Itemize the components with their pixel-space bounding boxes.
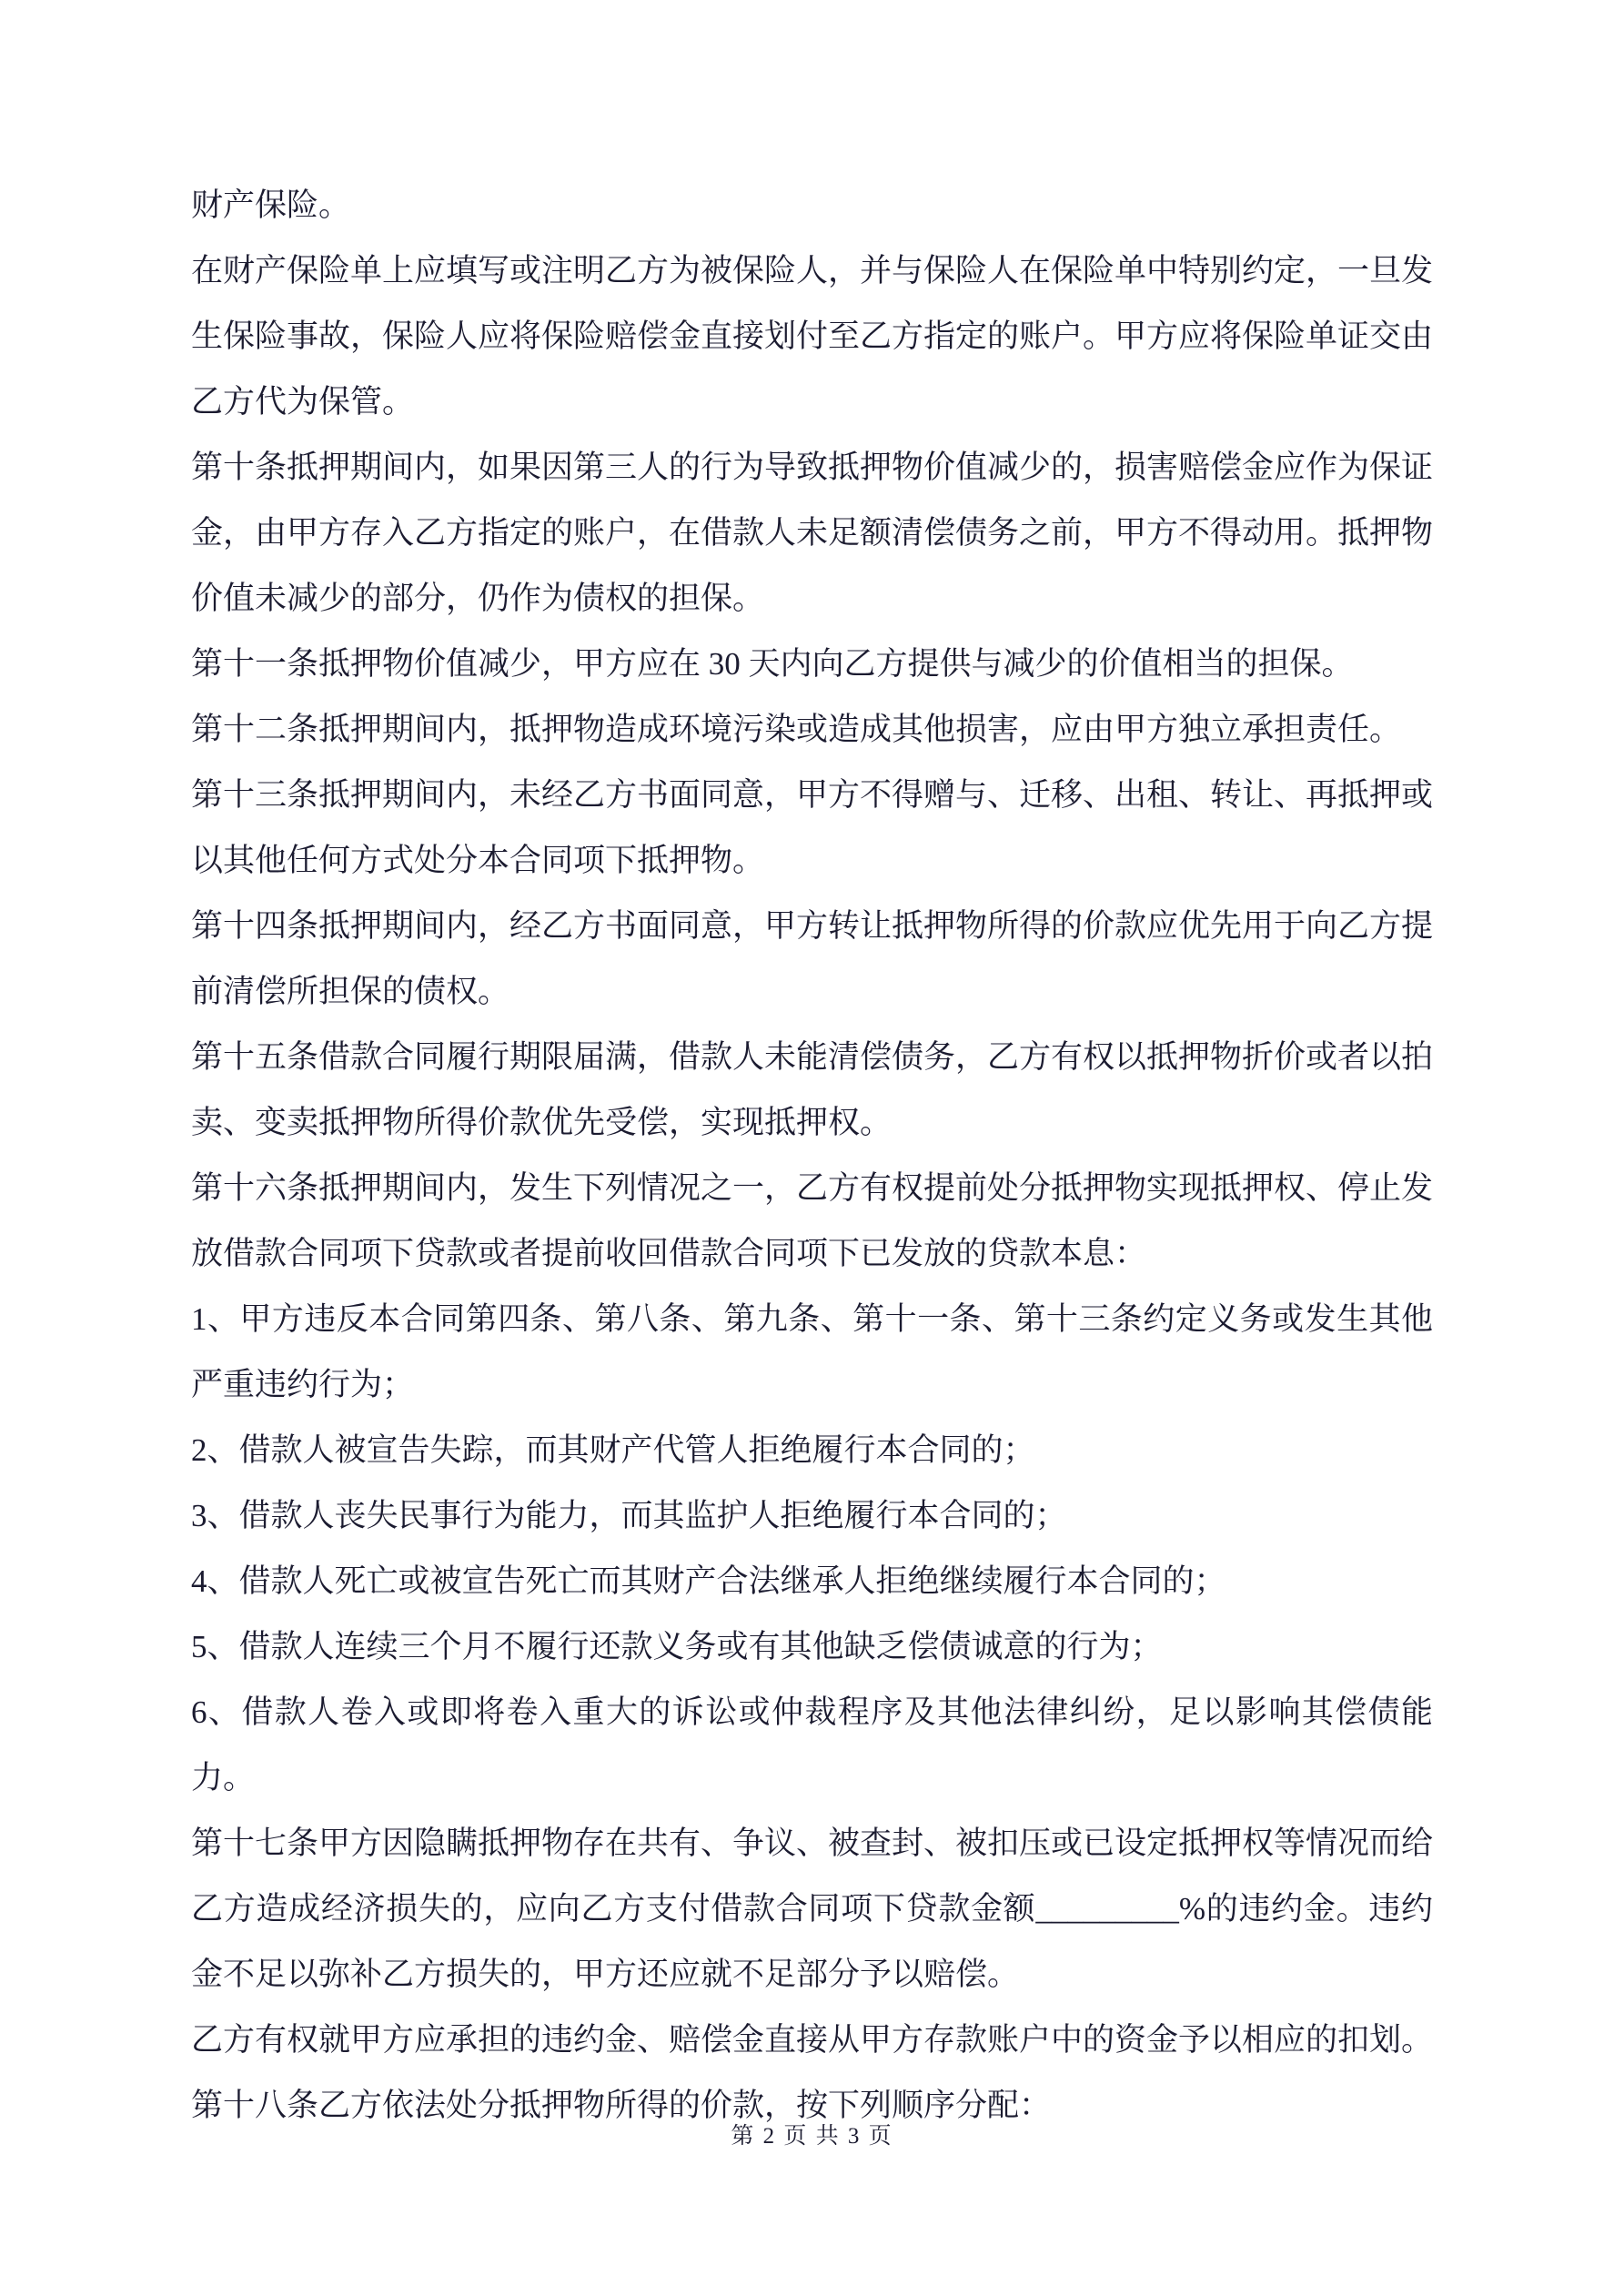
clause-10: 第十条抵押期间内，如果因第三人的行为导致抵押物价值减少的，损害赔偿金应作为保证金，由甲方存入乙方指定的账户，在借款人未足额清偿债务之前，甲方不得动用。抵押物价值未减少的部分，仍作为债权的担保。 [191, 450, 1434, 616]
clause-16-item-6: 6、借款人卷入或即将卷入重大的诉讼或仲裁程序及其他法律纠纷，足以影响其偿债能力。 [191, 1694, 1433, 1795]
page-number: 第 2 页 共 3 页 [731, 2124, 893, 2149]
clause-16-item-5: 5、借款人连续三个月不履行还款义务或有其他缺乏偿债诚意的行为； [191, 1629, 1163, 1664]
paragraph-property-insurance: 财产保险。 [191, 187, 351, 223]
clause-16-item-1: 1、甲方违反本合同第四条、第八条、第九条、第十一条、第十三条约定义务或发生其他严重违约行为； [191, 1301, 1433, 1402]
clause-17: 第十七条甲方因隐瞒抵押物存在共有、争议、被查封、被扣压或已设定抵押权等情况而给乙方造成经济损失的，应向乙方支付借款合同项下贷款金额_________%的违约金。违约金不足以弥补乙方损失的，甲方还应就不足部分予以赔偿。 [191, 1826, 1434, 1992]
clause-16-item-3: 3、借款人丧失民事行为能力，而其监护人拒绝履行本合同的； [191, 1498, 1067, 1533]
clause-18: 第十八条乙方依法处分抵押物所得的价款，按下列顺序分配： [191, 2088, 1052, 2123]
clause-15: 第十五条借款合同履行期限届满，借款人未能清偿债务，乙方有权以抵押物折价或者以拍卖、变卖抵押物所得价款优先受偿，实现抵押权。 [191, 1039, 1434, 1140]
clause-12: 第十二条抵押期间内，抵押物造成环境污染或造成其他损害，应由甲方独立承担责任。 [191, 712, 1402, 747]
clause-16: 第十六条抵押期间内，发生下列情况之一，乙方有权提前处分抵押物实现抵押权、停止发放借款合同项下贷款或者提前收回借款合同项下已发放的贷款本息： [191, 1170, 1434, 1271]
paragraph-insurance-beneficiary: 在财产保险单上应填写或注明乙方为被保险人，并与保险人在保险单中特别约定，一旦发生保险事故，保险人应将保险赔偿金直接划付至乙方指定的账户。甲方应将保险单证交由乙方代为保管。 [191, 253, 1434, 420]
clause-14: 第十四条抵押期间内，经乙方书面同意，甲方转让抵押物所得的价款应优先用于向乙方提前清偿所担保的债权。 [191, 908, 1434, 1009]
clause-17-deduction: 乙方有权就甲方应承担的违约金、赔偿金直接从甲方存款账户中的资金予以相应的扣划。 [191, 2022, 1434, 2058]
clause-16-item-4: 4、借款人死亡或被宣告死亡而其财产合法继承人拒绝继续履行本合同的； [191, 1563, 1226, 1599]
contract-body [191, 173, 1433, 2139]
page-footer [0, 2122, 1624, 2151]
clause-16-item-2: 2、借款人被宣告失踪，而其财产代管人拒绝履行本合同的； [191, 1432, 1035, 1468]
clause-13: 第十三条抵押期间内，未经乙方书面同意，甲方不得赠与、迁移、出租、转让、再抵押或以其他任何方式处分本合同项下抵押物。 [191, 777, 1434, 878]
clause-11: 第十一条抵押物价值减少，甲方应在 30 天内向乙方提供与减少的价值相当的担保。 [191, 646, 1354, 682]
